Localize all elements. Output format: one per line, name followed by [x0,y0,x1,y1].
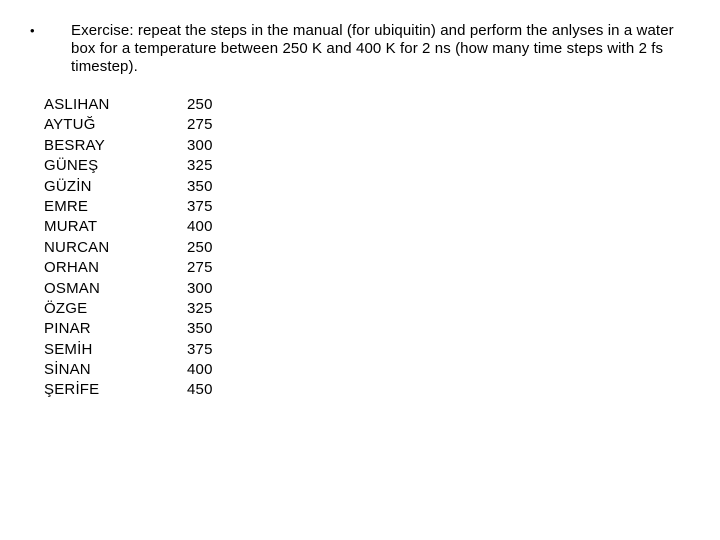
student-temperature: 350 [187,177,213,195]
student-row [44,177,344,197]
student-temperature: 275 [187,116,213,134]
student-temperature: 450 [187,381,213,399]
student-name: SEMİH [44,340,93,358]
student-temperature: 300 [187,136,213,154]
student-name: EMRE [44,197,89,215]
student-name: NURCAN [44,238,110,256]
student-row [44,360,344,380]
student-row [44,136,344,156]
student-row [44,95,344,115]
student-temperature: 300 [187,279,213,297]
bullet-icon: • [30,23,35,38]
student-name: BESRAY [44,136,105,154]
student-row [44,115,344,135]
student-row [44,197,344,217]
student-name: GÜZİN [44,177,92,195]
student-name: MURAT [44,218,98,236]
student-temperature: 325 [187,157,213,175]
student-name: ASLIHAN [44,96,110,113]
student-temperature: 350 [187,320,213,338]
student-temperature: 400 [187,361,213,379]
student-name: OSMAN [44,279,101,297]
student-temperature: 250 [187,96,213,113]
student-temperature: 325 [187,299,213,317]
student-name: GÜNEŞ [44,157,99,175]
student-row [44,238,344,258]
student-row [44,258,344,278]
student-row [44,380,344,400]
student-name: ŞERİFE [44,381,100,399]
student-name: ÖZGE [44,299,88,317]
student-name: SİNAN [44,361,91,379]
student-name: ORHAN [44,259,100,277]
student-temperature: 400 [187,218,213,236]
student-row [44,299,344,319]
student-temperature-list [44,95,344,401]
exercise-bullet-item [30,22,680,76]
student-temperature: 375 [187,197,213,215]
student-name: AYTUĞ [44,116,96,134]
exercise-text: Exercise: repeat the steps in the manual (for ubiquitin) and perform the anlyses in a water box for a temperature between 250 K and 400 K for 2 ns (how many time steps with 2 fs timestep). [71,22,674,75]
student-temperature: 275 [187,259,213,277]
student-name: PINAR [44,320,91,338]
student-temperature: 375 [187,340,213,358]
student-row [44,319,344,339]
student-row [44,217,344,237]
student-row [44,279,344,299]
student-row [44,156,344,176]
student-row [44,340,344,360]
student-temperature: 250 [187,238,213,256]
